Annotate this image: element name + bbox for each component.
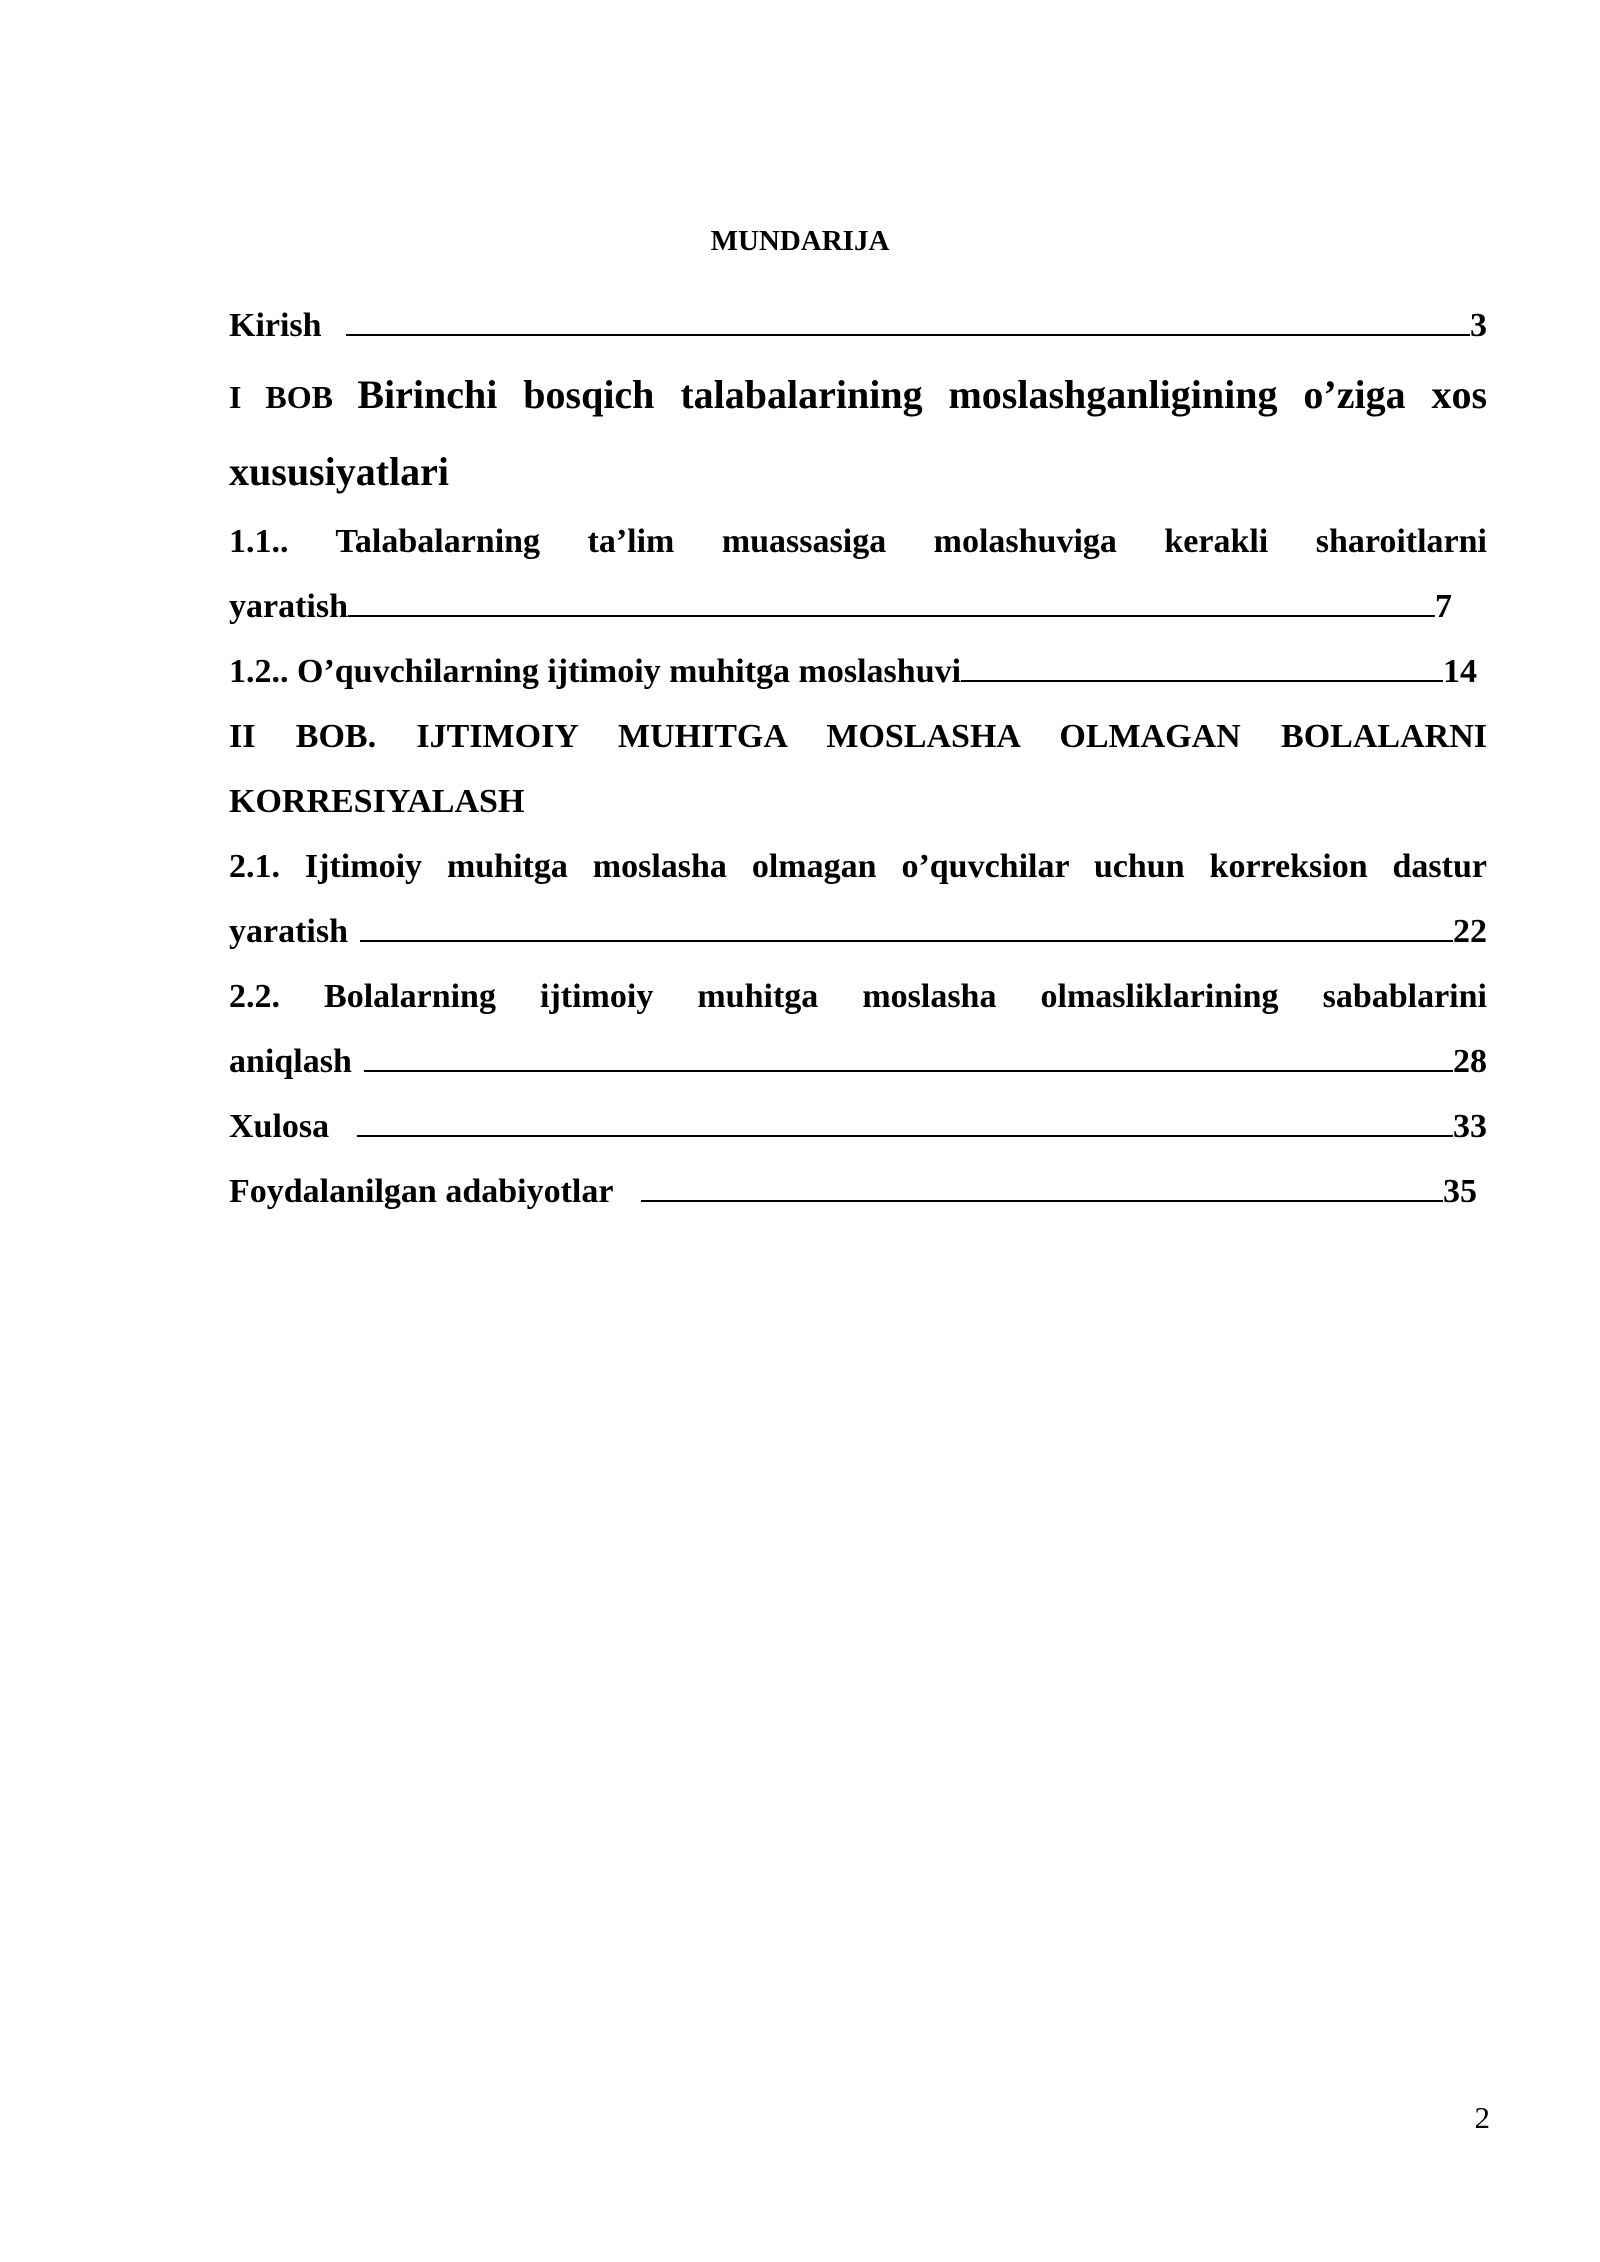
toc-page-number: 28 bbox=[1453, 1043, 1487, 1080]
toc-section-1-2 bbox=[229, 639, 1477, 704]
leader-line bbox=[346, 308, 1470, 336]
toc-section-1-1-line2 bbox=[229, 574, 1452, 639]
chapter-prefix: I BOB bbox=[229, 379, 333, 415]
chapter-title-cont: xususiyatlari bbox=[229, 449, 450, 494]
toc-chapter-2-line2 bbox=[229, 769, 1487, 834]
toc-section-2-1-line1 bbox=[229, 834, 1487, 899]
section-title: 2.1. Ijtimoiy muhitga moslasha olmagan o’quvchilar uchun korreksion dastur bbox=[229, 848, 1487, 885]
leader-line bbox=[364, 1044, 1453, 1072]
toc-chapter-2-line1 bbox=[229, 704, 1487, 769]
toc-page-number: 14 bbox=[1443, 653, 1477, 690]
toc-chapter-1-line1 bbox=[229, 358, 1487, 435]
toc-entry-conclusion bbox=[229, 1094, 1487, 1159]
chapter-title: II BOB. IJTIMOIY MUHITGA MOSLASHA OLMAGAN BOLALARNI bbox=[229, 718, 1487, 755]
toc-page-number: 35 bbox=[1443, 1173, 1477, 1210]
toc-entry-label: Xulosa bbox=[229, 1108, 330, 1145]
toc-section-2-2-line2 bbox=[229, 1029, 1487, 1094]
section-title-cont: yaratish bbox=[229, 588, 348, 625]
page-number: 2 bbox=[1474, 2100, 1490, 2135]
toc-page-number: 33 bbox=[1453, 1108, 1487, 1145]
section-title-cont: yaratish bbox=[229, 913, 348, 950]
toc-page-number: 7 bbox=[1435, 588, 1452, 625]
toc-entry-intro bbox=[229, 293, 1487, 358]
chapter-title: Birinchi bosqich talabalarining moslashganligining o’ziga xos bbox=[357, 372, 1488, 417]
table-of-contents bbox=[229, 293, 1487, 1224]
toc-entry-label: Kirish bbox=[229, 307, 322, 344]
toc-section-2-1-line2 bbox=[229, 899, 1487, 964]
toc-entry-references bbox=[229, 1159, 1477, 1224]
document-title: MUNDARIJA bbox=[710, 225, 890, 257]
toc-page-number: 22 bbox=[1453, 913, 1487, 950]
leader-line bbox=[348, 589, 1435, 617]
section-title: 1.1.. Talabalarning ta’lim muassasiga molashuviga kerakli sharoitlarni bbox=[229, 523, 1487, 560]
leader-line bbox=[641, 1174, 1443, 1202]
toc-section-1-1-line1 bbox=[229, 509, 1487, 574]
toc-page-number: 3 bbox=[1470, 307, 1487, 344]
section-title-cont: aniqlash bbox=[229, 1043, 352, 1080]
toc-chapter-1-line2 bbox=[229, 435, 1487, 509]
section-title: 2.2. Bolalarning ijtimoiy muhitga moslasha olmasliklarining sabablarini bbox=[229, 978, 1487, 1015]
toc-section-2-2-line1 bbox=[229, 964, 1487, 1029]
section-title: 1.2.. O’quvchilarning ijtimoiy muhitga moslashuvi bbox=[229, 653, 962, 690]
toc-entry-label: Foydalanilgan adabiyotlar bbox=[229, 1173, 614, 1210]
leader-line bbox=[357, 1109, 1453, 1137]
leader-line bbox=[360, 914, 1453, 942]
leader-line bbox=[961, 654, 1443, 682]
chapter-title-cont: KORRESIYALASH bbox=[229, 783, 525, 820]
